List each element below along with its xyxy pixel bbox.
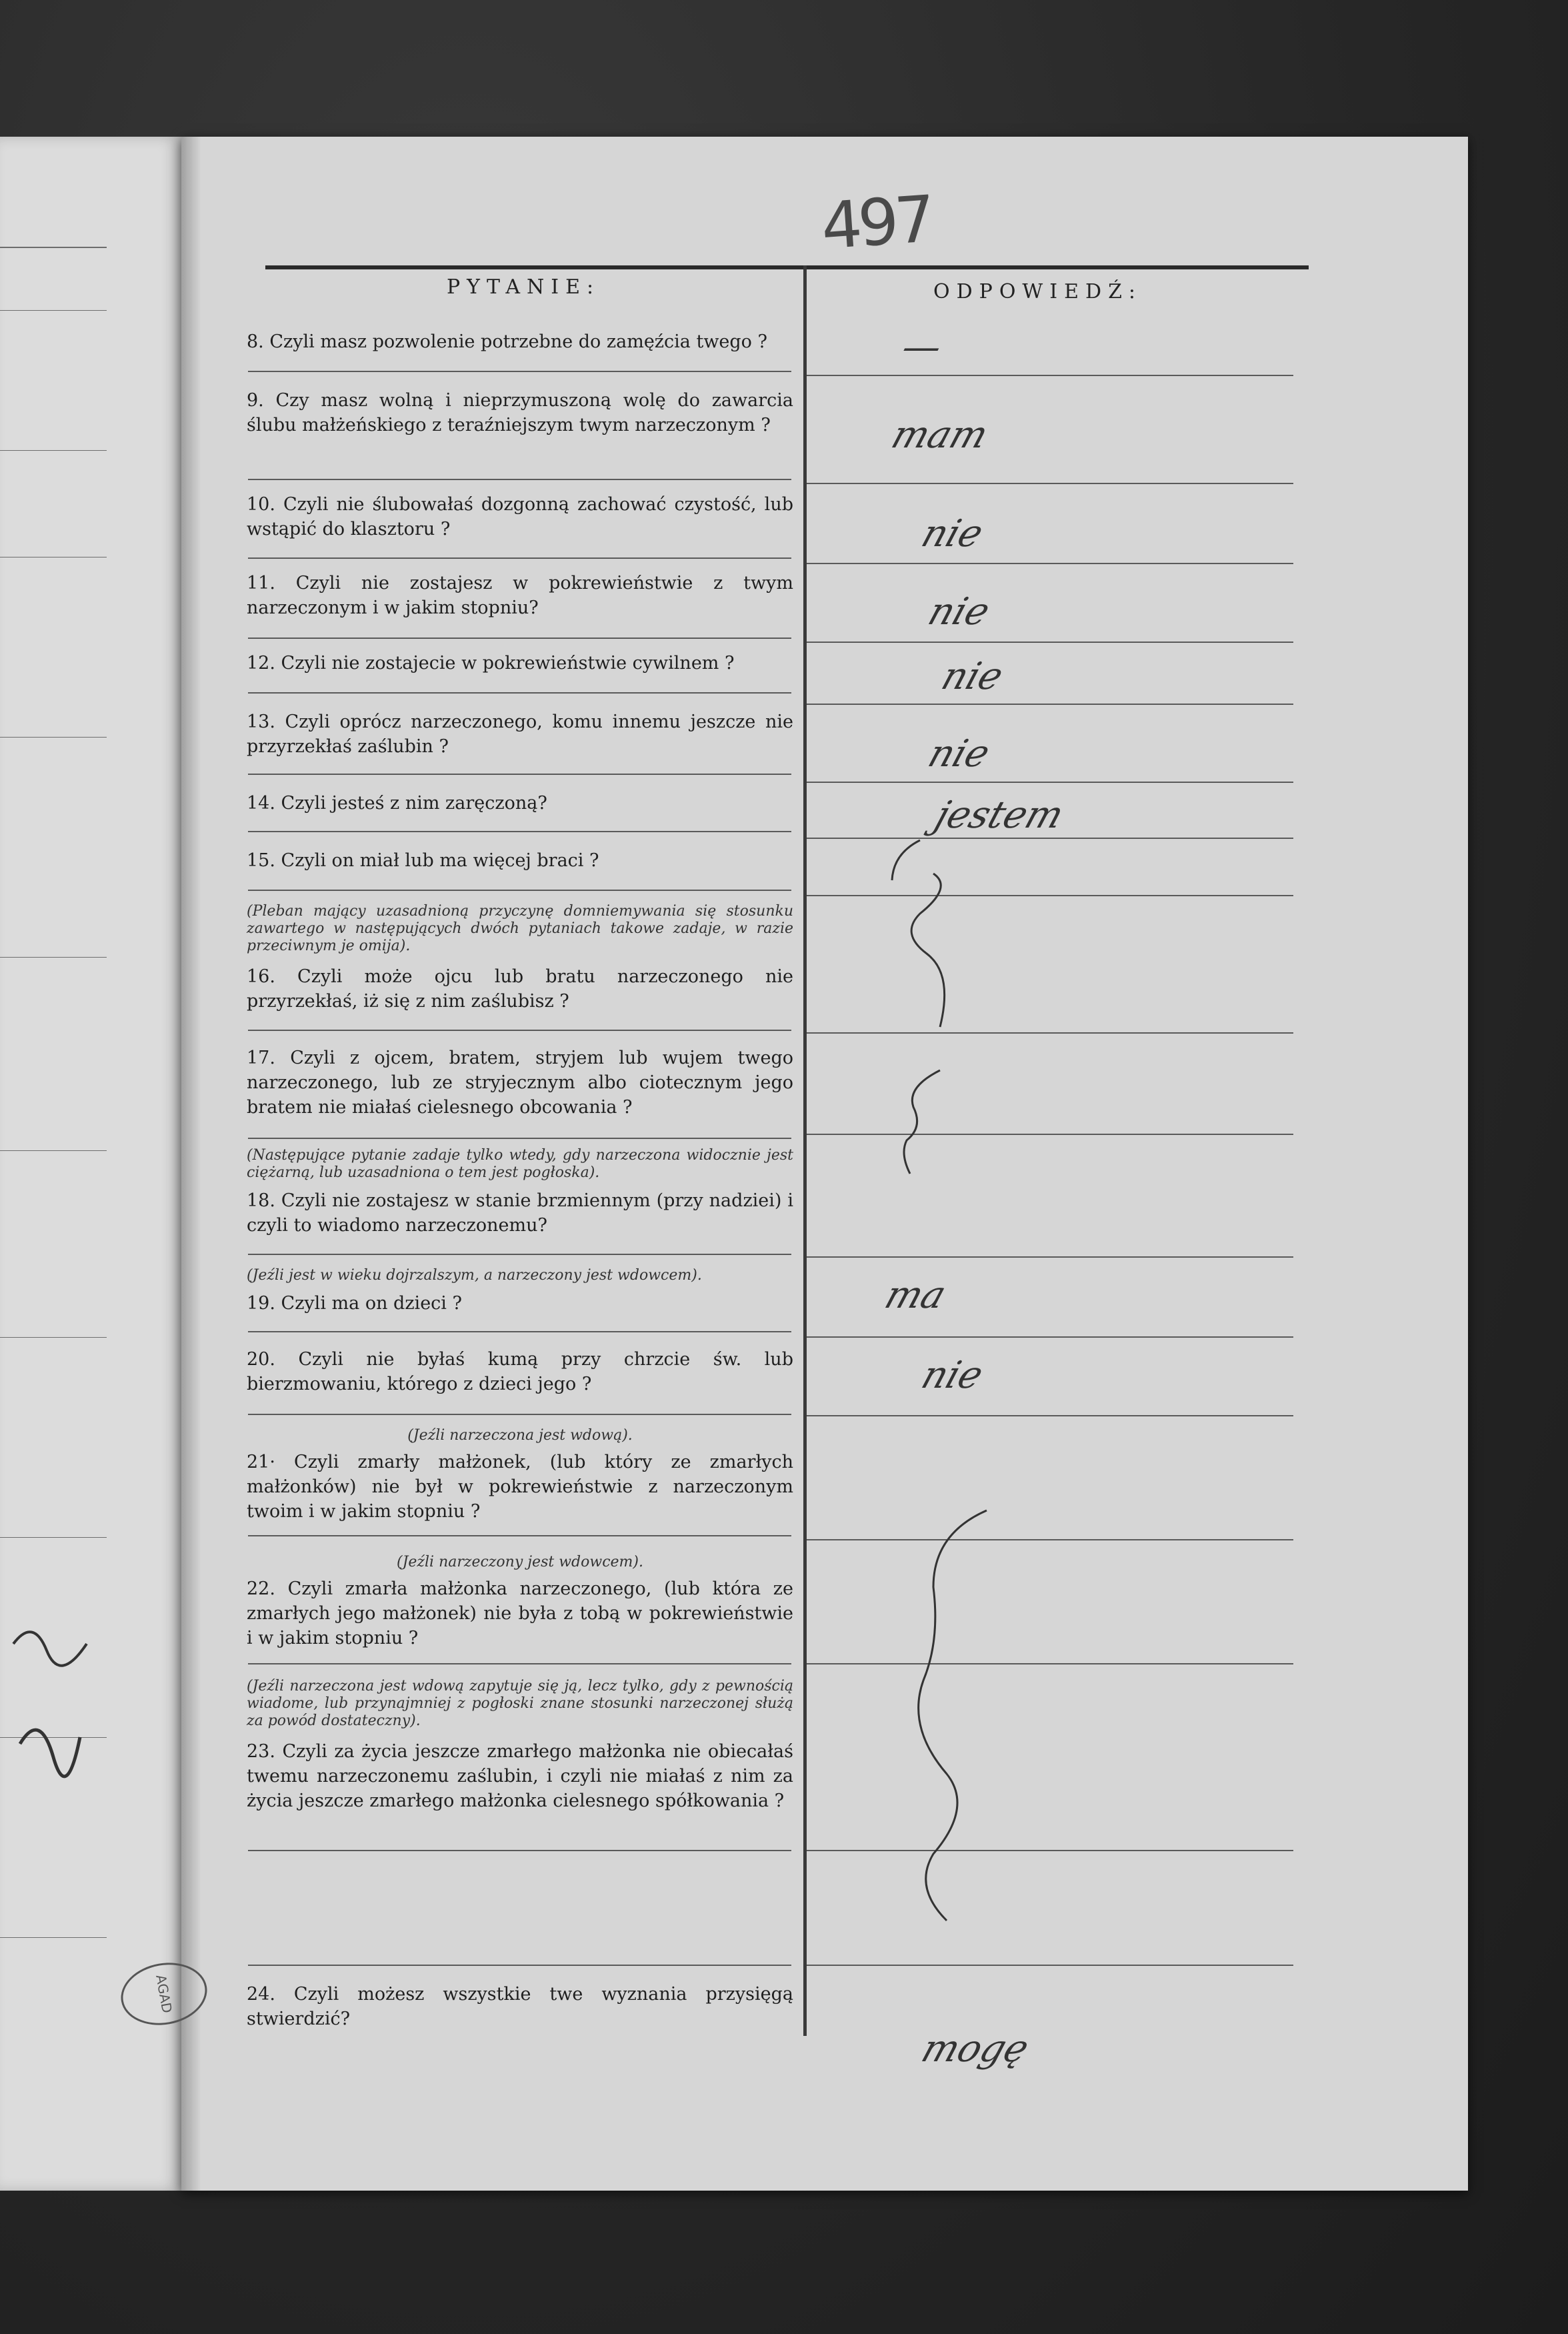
answer-separator [807, 642, 1293, 643]
row-separator [248, 638, 791, 639]
question-12 [247, 651, 793, 676]
answer-separator [807, 1663, 1293, 1664]
question-22 [247, 1576, 793, 1650]
answer-10: nie [916, 512, 989, 555]
question-18 [247, 1188, 793, 1238]
question-19 [247, 1291, 793, 1316]
row-separator [248, 557, 791, 559]
answer-separator [807, 483, 1293, 484]
left-page-rule [0, 1937, 107, 1938]
left-page-rule [0, 957, 107, 958]
question-13 [247, 710, 793, 759]
row-separator [248, 1414, 791, 1415]
question-text: Czyli on miał lub ma więcej braci ? [281, 850, 599, 871]
answer-separator [807, 1134, 1293, 1135]
question-number: 18. [247, 1190, 275, 1211]
question-number: 24. [247, 1984, 275, 2005]
row-separator [248, 1965, 791, 1966]
question-10 [247, 492, 793, 541]
question-9 [247, 388, 793, 437]
answer-13: nie [923, 732, 995, 776]
question-21 [247, 1450, 793, 1524]
question-text: Czyli może ojcu lub bratu narzeczonego nie przyrzekłaś, iż się z nim zaślubisz ? [247, 966, 793, 1012]
left-page-rule [0, 450, 107, 451]
header-top-rule [265, 265, 1309, 269]
answer-20: nie [916, 1354, 989, 1397]
question-text: Czy masz wolną i nieprzymuszoną wolę do zawarcia ślubu małżeńskiego z teraźniejszym twym narzeczonym ? [247, 390, 793, 435]
question-18-note: (Następujące pytanie zadaje tylko wtedy, gdy narzeczona widocznie jest ciężarną, lub uzasadniona o tem jest pogłoska). [247, 1147, 793, 1181]
row-separator [248, 1138, 791, 1139]
question-number: 20. [247, 1349, 275, 1370]
left-page-handwriting [7, 1604, 100, 1791]
row-separator [248, 1331, 791, 1332]
question-number: 21· [247, 1452, 275, 1472]
question-column-header: PYTANIE: [447, 275, 601, 299]
row-separator [248, 1663, 791, 1664]
question-24 [247, 1982, 793, 2031]
question-text: Czyli oprócz narzeczonego, komu innemu jeszcze nie przyrzekłaś zaślubin ? [247, 712, 793, 757]
archive-stamp: AGAD [116, 1956, 212, 2031]
question-number: 23. [247, 1741, 275, 1762]
left-page-rule [0, 247, 107, 248]
question-text: Czyli zmarła małżonka narzeczonego, (lub która ze zmarłych jego małżonek) nie była z tobą w pokrewieństwie i w jakim stopniu ? [247, 1578, 793, 1648]
archive-number: 497 [819, 181, 934, 264]
question-number: 11. [247, 573, 275, 594]
question-number: 12. [247, 653, 275, 674]
answer-separator [807, 1256, 1293, 1258]
answer-separator [807, 563, 1293, 564]
left-page-rule [0, 310, 107, 311]
answer-separator [807, 375, 1293, 376]
question-number: 9. [247, 390, 264, 411]
left-page-rule [0, 1150, 107, 1151]
answer-separator [807, 1336, 1293, 1338]
answer-separator [807, 1965, 1293, 1966]
column-divider [803, 265, 807, 2036]
question-16 [247, 964, 793, 1014]
row-separator [248, 371, 791, 372]
answer-separator [807, 1539, 1293, 1540]
answer-8: — [896, 325, 948, 369]
question-number: 13. [247, 712, 275, 732]
question-text: Czyli ma on dzieci ? [281, 1293, 462, 1314]
answer-brace-21-23 [893, 1507, 993, 1927]
row-separator [248, 890, 791, 891]
row-separator [248, 774, 791, 775]
row-separator [248, 1254, 791, 1255]
question-number: 19. [247, 1293, 275, 1314]
answer-9: mam [886, 413, 994, 457]
question-text: Czyli z ojcem, bratem, stryjem lub wujem twego narzeczonego, lub ze stryjecznym albo ciotecznym jego bratem nie miałaś cielesnego obcowania ? [247, 1048, 794, 1118]
left-page-rule [0, 737, 107, 738]
answer-separator [807, 704, 1293, 705]
row-separator [248, 1535, 791, 1536]
answer-separator [807, 782, 1293, 783]
question-text: Czyli jesteś z nim zaręczoną? [281, 793, 547, 814]
row-separator [248, 479, 791, 480]
question-8 [247, 329, 793, 354]
question-17 [247, 1046, 793, 1120]
question-text: Czyli nie zostajesz w stanie brzmiennym (przy nadziei) i czyli to wiadomo narzeczonemu? [247, 1190, 793, 1236]
question-number: 17. [247, 1048, 275, 1068]
question-14 [247, 791, 793, 816]
question-16-note: (Pleban mający uzasadnioną przyczynę domniemywania się stosunku zawartego w następujących dwóch pytaniach takowe zadaje, w razie przeciwnym je omija). [247, 903, 793, 954]
question-22-note: (Jeźli narzeczony jest wdowcem). [397, 1554, 643, 1570]
question-23-note: (Jeźli narzeczona jest wdową zapytuje się ją, lecz tylko, gdy z pewnością wiadome, lub przynajmniej z pogłoski znane stosunki narzeczonej służą za powód dostateczny). [247, 1678, 793, 1729]
question-text: Czyli nie byłaś kumą przy chrzcie św. lub bierzmowaniu, którego z dzieci jego ? [247, 1349, 793, 1394]
question-number: 22. [247, 1578, 275, 1599]
row-separator [248, 831, 791, 832]
question-number: 14. [247, 793, 275, 814]
question-number: 15. [247, 850, 275, 871]
question-number: 8. [247, 331, 264, 352]
question-20 [247, 1347, 793, 1396]
question-text: Czyli możesz wszystkie twe wyznania przysięgą stwierdzić? [247, 1984, 793, 2029]
question-11 [247, 571, 793, 620]
question-text: Czyli masz pozwolenie potrzebne do zamęźcia twego ? [269, 331, 767, 352]
answer-12: nie [936, 655, 1009, 698]
row-separator [248, 1850, 791, 1851]
answer-separator [807, 1415, 1293, 1416]
answer-19: ma [879, 1274, 952, 1317]
answer-column-header: ODPOWIEDŹ: [933, 280, 1143, 303]
answer-11: nie [923, 590, 995, 634]
question-text: Czyli nie ślubowałaś dozgonną zachować czystość, lub wstąpić do klasztoru ? [247, 494, 793, 539]
question-15 [247, 848, 793, 873]
question-text: Czyli zmarły małżonek, (lub który ze zmarłych małżonków) nie był w pokrewieństwie z narzeczonym twoim i w jakim stopniu ? [247, 1452, 793, 1522]
question-23 [247, 1739, 793, 1813]
question-number: 16. [247, 966, 275, 987]
left-page-edge [0, 137, 183, 2191]
answer-separator [807, 1850, 1293, 1851]
row-separator [248, 692, 791, 694]
left-page-rule [0, 1337, 107, 1338]
left-page-rule [0, 1537, 107, 1538]
row-separator [248, 1030, 791, 1031]
question-21-note: (Jeźli narzeczona jest wdową). [407, 1427, 633, 1444]
answer-brace-17 [893, 1067, 960, 1180]
question-text: Czyli nie zostajecie w pokrewieństwie cywilnem ? [281, 653, 735, 674]
question-text: Czyli nie zostajesz w pokrewieństwie z twym narzeczonym i w jakim stopniu? [247, 573, 793, 618]
question-19-note: (Jeźli jest w wieku dojrzalszym, a narzeczony jest wdowcem). [247, 1267, 702, 1284]
question-text: Czyli za życia jeszcze zmarłego małżonka nie obiecałaś twemu narzeczonemu zaślubin, i czyli nie miałaś z nim za życia jeszcze zmarłego małżonka cielesnego spółkowania ? [247, 1741, 793, 1811]
answer-brace-15-16 [880, 834, 960, 1034]
question-number: 10. [247, 494, 275, 515]
answer-24: mogę [916, 2027, 1035, 2071]
answer-14: jestem [929, 794, 1069, 837]
